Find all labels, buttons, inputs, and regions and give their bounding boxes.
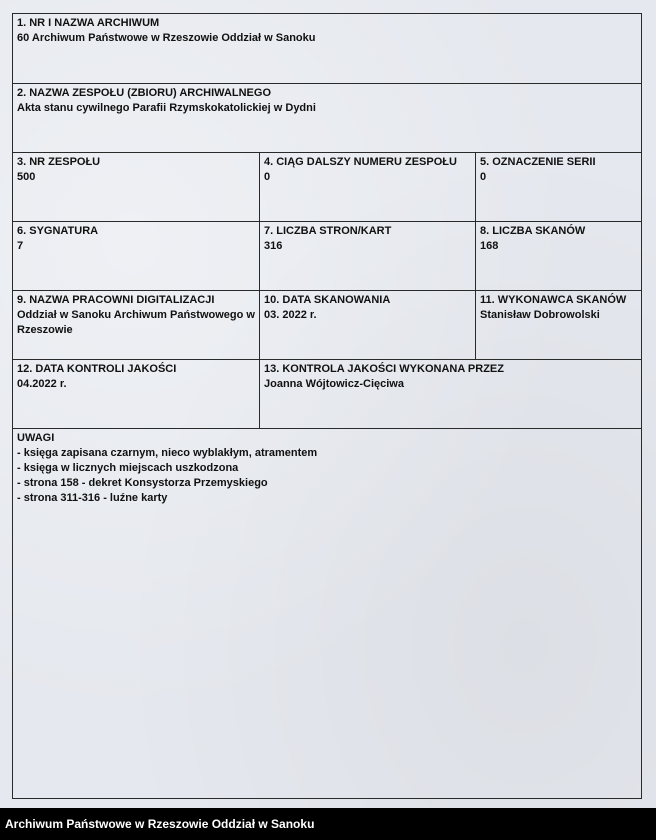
value-signature: 7 <box>17 240 24 252</box>
row-counts <box>13 221 641 290</box>
cell-qc-date <box>13 360 259 428</box>
value-scans: 168 <box>480 240 499 252</box>
value-lab: Oddział w Sanoku Archiwum Państwowego w Rzeszowie <box>17 309 255 336</box>
cell-remarks <box>13 429 641 798</box>
archive-footer: Archiwum Państwowe w Rzeszowie Oddział w Sanoku <box>0 808 656 840</box>
cell-qc-by <box>259 360 641 428</box>
value-scanner: Stanisław Dobrowolski <box>480 309 600 321</box>
label-scan-date: 10. DATA SKANOWANIA <box>264 294 391 306</box>
row-fonds-numbers <box>13 152 641 221</box>
label-scans: 8. LICZBA SKANÓW <box>480 225 586 237</box>
value-fonds-number-cont: 0 <box>264 171 271 183</box>
cell-fonds-number <box>13 153 259 221</box>
value-pages: 316 <box>264 240 283 252</box>
cell-scan-date <box>259 291 475 359</box>
label-qc-date: 12. DATA KONTROLI JAKOŚCI <box>17 363 177 375</box>
label-scanner: 11. WYKONAWCA SKANÓW <box>480 294 627 306</box>
cell-series <box>475 153 641 221</box>
value-qc-date: 04.2022 r. <box>17 378 67 390</box>
remark-line: - strona 311-316 - luźne karty <box>17 492 168 504</box>
label-qc-by: 13. KONTROLA JAKOŚCI WYKONANA PRZEZ <box>264 363 504 375</box>
cell-archive <box>13 14 641 83</box>
row-quality-control <box>13 359 641 428</box>
label-lab: 9. NAZWA PRACOWNI DIGITALIZACJI <box>17 294 215 306</box>
label-fonds-number-cont: 4. CIĄG DALSZY NUMERU ZESPOŁU <box>264 156 457 168</box>
cell-signature <box>13 222 259 290</box>
label-archive: 1. NR I NAZWA ARCHIWUM <box>17 17 160 29</box>
cell-fonds-number-cont <box>259 153 475 221</box>
value-fonds-number: 500 <box>17 171 36 183</box>
row-digitization <box>13 290 641 359</box>
value-series: 0 <box>480 171 487 183</box>
value-archive: 60 Archiwum Państwowe w Rzeszowie Oddział w Sanoku <box>17 32 316 44</box>
cell-fonds-name <box>13 84 641 152</box>
label-pages: 7. LICZBA STRON/KART <box>264 225 392 237</box>
label-fonds-name: 2. NAZWA ZESPOŁU (ZBIORU) ARCHIWALNEGO <box>17 87 272 99</box>
remark-line: - księga w licznych miejscach uszkodzona <box>17 462 239 474</box>
value-qc-by: Joanna Wójtowicz-Cięciwa <box>264 378 404 390</box>
label-series: 5. OZNACZENIE SERII <box>480 156 596 168</box>
label-fonds-number: 3. NR ZESPOŁU <box>17 156 101 168</box>
row-remarks <box>13 428 641 798</box>
metadata-form <box>12 13 642 799</box>
value-fonds-name: Akta stanu cywilnego Parafii Rzymskokatolickiej w Dydni <box>17 102 316 114</box>
row-fonds-name <box>13 83 641 152</box>
value-scan-date: 03. 2022 r. <box>264 309 317 321</box>
cell-scans <box>475 222 641 290</box>
cell-pages <box>259 222 475 290</box>
remark-line: - księga zapisana czarnym, nieco wyblakłym, atramentem <box>17 447 318 459</box>
label-remarks: UWAGI <box>17 432 55 444</box>
cell-scanner <box>475 291 641 359</box>
label-signature: 6. SYGNATURA <box>17 225 99 237</box>
row-archive <box>13 14 641 83</box>
cell-lab <box>13 291 259 359</box>
remark-line: - strona 158 - dekret Konsystorza Przemyskiego <box>17 477 268 489</box>
